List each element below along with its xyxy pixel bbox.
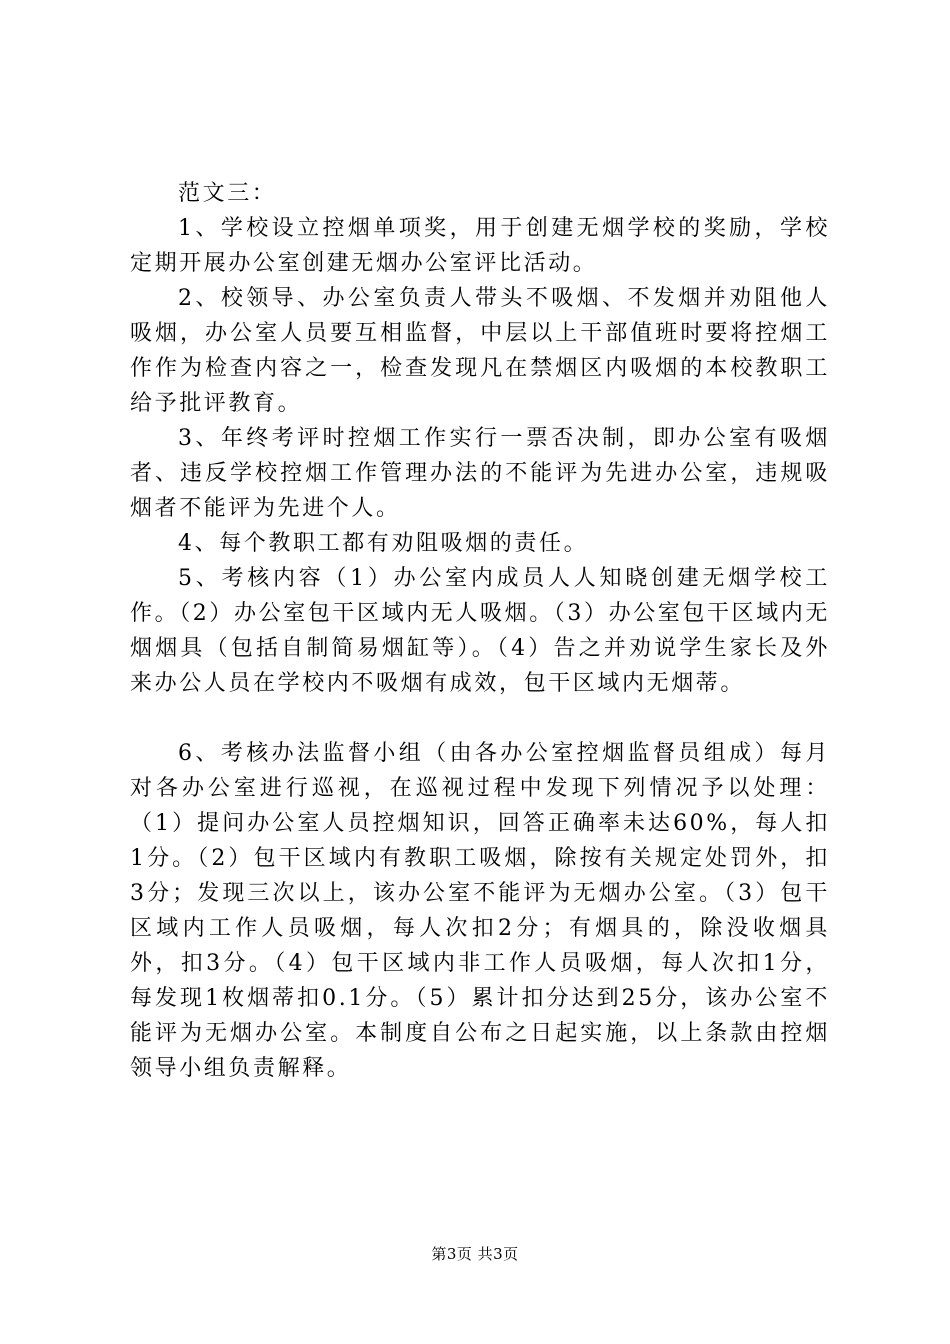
paragraph-spacer xyxy=(130,701,830,736)
section-heading: 范文三： xyxy=(178,181,277,206)
paragraph-4: 4、每个教职工都有劝阻吸烟的责任。 xyxy=(178,531,589,556)
paragraph-5: 5、考核内容（1）办公室内成员人人知晓创建无烟学校工作。（2）办公室包干区域内无人吸烟。（3）办公室包干区域内无烟烟具（包括自制简易烟缸等）。（4）告之并劝说学生家长及外来办公人员在学校内不吸烟有成效，包干区域内无烟蒂。 xyxy=(130,566,830,696)
paragraph-3: 3、年终考评时控烟工作实行一票否决制，即办公室有吸烟者、违反学校控烟工作管理办法的不能评为先进办公室，违规吸烟者不能评为先进个人。 xyxy=(130,426,830,521)
paragraph-6: 6、考核办法监督小组（由各办公室控烟监督员组成）每月对各办公室进行巡视，在巡视过程中发现下列情况予以处理：（1）提问办公室人员控烟知识，回答正确率未达60%，每人扣1分。（2）包干区域内有教职工吸烟，除按有关规定处罚外，扣3分；发现三次以上，该办公室不能评为无烟办公室。（3）包干区域内工作人员吸烟，每人次扣2分；有烟具的，除没收烟具外，扣3分。（4）包干区域内非工作人员吸烟，每人次扣1分，每发现1枚烟蒂扣0.1分。（5）累计扣分达到25分，该办公室不能评为无烟办公室。本制度自公布之日起实施，以上条款由控烟领导小组负责解释。 xyxy=(130,741,830,1081)
paragraph-2: 2、校领导、办公室负责人带头不吸烟、不发烟并劝阻他人吸烟，办公室人员要互相监督，中层以上干部值班时要将控烟工作作为检查内容之一，检查发现凡在禁烟区内吸烟的本校教职工给予批评教育。 xyxy=(130,286,830,416)
paragraph-1: 1、学校设立控烟单项奖，用于创建无烟学校的奖励，学校定期开展办公室创建无烟办公室评比活动。 xyxy=(130,216,830,276)
page-number: 第3页 共3页 xyxy=(431,1245,519,1263)
document-body xyxy=(130,176,830,1086)
